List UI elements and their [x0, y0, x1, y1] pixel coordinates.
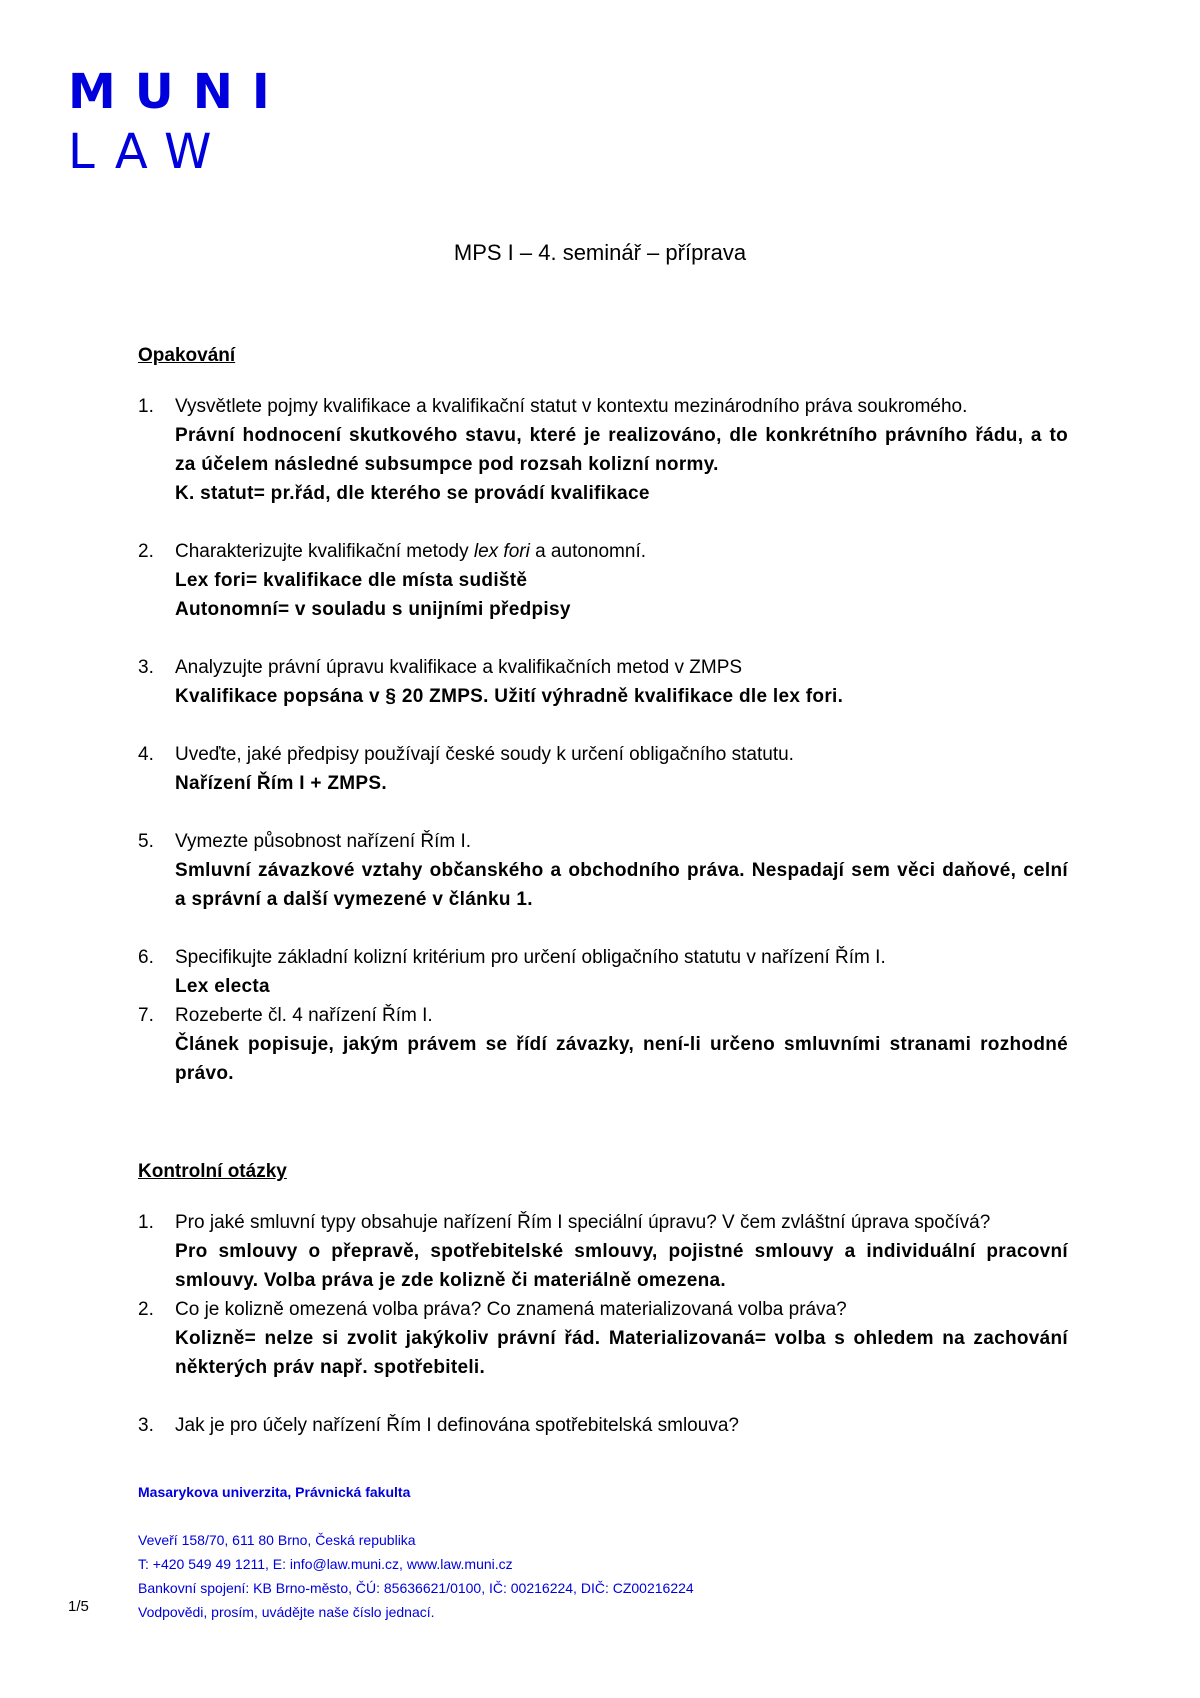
- question-text: Specifikujte základní kolizní kritérium pro určení obligačního statutu v nařízení Řím I.: [175, 947, 886, 968]
- item-number: 4.: [138, 744, 154, 765]
- answer-text: Smluvní závazkové vztahy občanského a obchodního práva. Nespadají sem věci daňové, celní a správní a další vymezené v článku 1.: [175, 860, 1068, 910]
- list-item: [138, 943, 1068, 1001]
- logo-line-muni: MUNI: [68, 64, 289, 120]
- list-item: [138, 1295, 1068, 1382]
- list-item: [138, 537, 1068, 624]
- item-number: 7.: [138, 1005, 154, 1026]
- document-title: MPS I – 4. seminář – příprava: [453, 240, 747, 265]
- section-list-kontrolni-otazky: [138, 1208, 1068, 1440]
- answer-text: Nařízení Řím I + ZMPS.: [175, 773, 387, 794]
- list-item: [138, 653, 1068, 711]
- item-number: 1.: [138, 1212, 154, 1233]
- list-item: [138, 740, 1068, 798]
- question-text: Vysvětlete pojmy kvalifikace a kvalifikační statut v kontextu mezinárodního práva soukromého.: [175, 396, 968, 417]
- list-item: [138, 1001, 1068, 1088]
- section-list-opakovani: [138, 392, 1068, 1088]
- footer-contact: T: +420 549 49 1211, E: info@law.muni.cz, www.law.muni.cz: [138, 1556, 513, 1572]
- logo-line-law: LAW: [68, 124, 231, 180]
- item-number: 3.: [138, 657, 154, 678]
- question-text: Rozeberte čl. 4 nařízení Řím I.: [175, 1005, 433, 1026]
- question-text: Jak je pro účely nařízení Řím I definována spotřebitelská smlouva?: [175, 1415, 739, 1436]
- answer-text: Kolizně= nelze si zvolit jakýkoliv právní řád. Materializovaná= volba s ohledem na zachování některých práv např. spotřebiteli.: [175, 1328, 1068, 1378]
- question-text: Co je kolizně omezená volba práva? Co znamená materializovaná volba práva?: [175, 1299, 847, 1320]
- question-text: Analyzujte právní úpravu kvalifikace a kvalifikačních metod v ZMPS: [175, 657, 743, 678]
- page-number: 1/5: [68, 1598, 89, 1615]
- question-text: Pro jaké smluvní typy obsahuje nařízení Řím I speciální úpravu? V čem zvláštní úprava spočívá?: [175, 1212, 991, 1233]
- answer-text: Článek popisuje, jakým právem se řídí závazky, není-li určeno smluvními stranami rozhodné právo.: [175, 1034, 1068, 1084]
- list-item: [138, 1411, 1068, 1440]
- answer-text: Pro smlouvy o přepravě, spotřebitelské smlouvy, pojistné smlouvy a individuální pracovní smlouvy. Volba práva je zde kolizně či materiálně omezena.: [175, 1241, 1068, 1291]
- question-text: Charakterizujte kvalifikační metody lex fori a autonomní.: [175, 541, 647, 562]
- answer-text: Lex fori= kvalifikace dle místa sudiště: [175, 570, 528, 591]
- list-item: [138, 392, 1068, 508]
- list-item: [138, 827, 1068, 914]
- footer-address: Veveří 158/70, 611 80 Brno, Česká republika: [138, 1532, 416, 1548]
- section-heading-kontrolni-otazky: Kontrolní otázky: [138, 1161, 287, 1182]
- item-number: 2.: [138, 1299, 154, 1320]
- footer-bank: Bankovní spojení: KB Brno-město, ČÚ: 85636621/0100, IČ: 00216224, DIČ: CZ00216224: [138, 1580, 694, 1596]
- answer-text: K. statut= pr.řád, dle kterého se provádí kvalifikace: [175, 483, 650, 504]
- section-heading-opakovani: Opakování: [138, 345, 236, 366]
- footer-note: Vodpovědi, prosím, uvádějte naše číslo jednací.: [138, 1604, 435, 1620]
- question-text: Uveďte, jaké předpisy používají české soudy k určení obligačního statutu.: [175, 744, 794, 765]
- letterhead-footer: [138, 1480, 694, 1624]
- muni-law-logo: [68, 62, 289, 182]
- item-number: 1.: [138, 396, 154, 417]
- list-item: [138, 1208, 1068, 1295]
- answer-text: Právní hodnocení skutkového stavu, které je realizováno, dle konkrétního právního řádu, a to za účelem následné subsumpce pod rozsah kolizní normy.: [175, 425, 1068, 475]
- question-text: Vymezte působnost nařízení Řím I.: [175, 831, 472, 852]
- item-number: 5.: [138, 831, 154, 852]
- answer-text: Autonomní= v souladu s unijními předpisy: [175, 599, 571, 620]
- item-number: 2.: [138, 541, 154, 562]
- item-number: 3.: [138, 1415, 154, 1436]
- item-number: 6.: [138, 947, 154, 968]
- answer-text: Kvalifikace popsána v § 20 ZMPS. Užití výhradně kvalifikace dle lex fori.: [175, 686, 844, 707]
- footer-organization: Masarykova univerzita, Právnická fakulta: [138, 1484, 411, 1500]
- answer-text: Lex electa: [175, 976, 270, 997]
